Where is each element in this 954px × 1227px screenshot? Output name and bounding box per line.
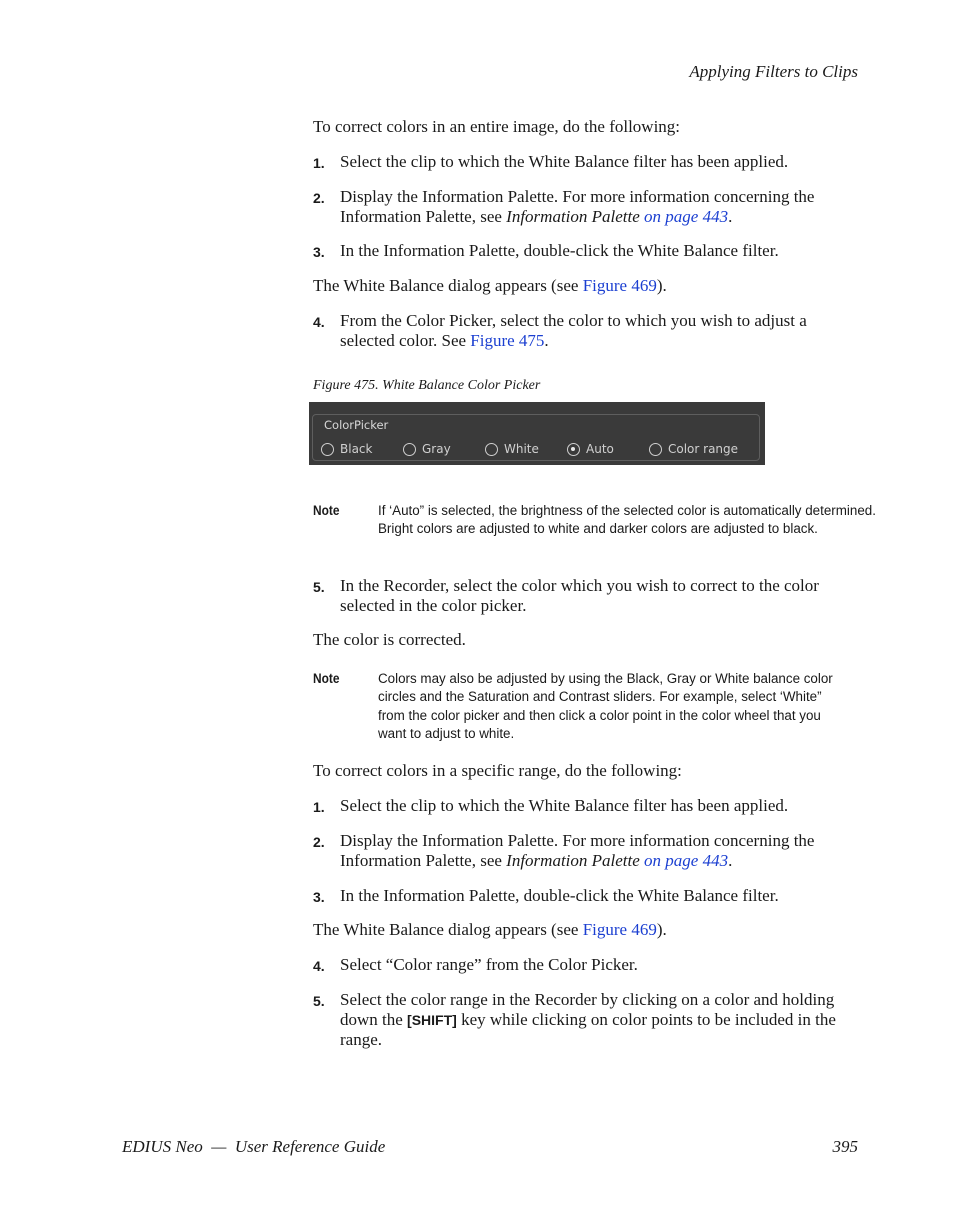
note-text: If ‘Auto” is selected, the brightness of the selected color is automatically determined. Bright colors are adjusted to white and darker colors are adjusted to black.	[378, 503, 876, 537]
step-3	[313, 241, 858, 261]
radio-black[interactable]: Black	[321, 442, 372, 456]
radio-auto[interactable]: Auto	[567, 442, 614, 456]
step-number: 4.	[313, 958, 325, 974]
radio-color-range[interactable]: Color range	[649, 442, 738, 456]
radio-circle-icon	[649, 443, 662, 456]
radio-circle-icon	[403, 443, 416, 456]
step-number: 5.	[313, 993, 325, 1009]
step-4	[313, 311, 858, 351]
step-text: Select “Color range” from the Color Picker.	[340, 955, 638, 974]
running-header: Applying Filters to Clips	[689, 62, 858, 81]
step-2	[313, 187, 858, 227]
step-text: Select the color range in the Recorder by clicking on a color and holding down the [SHIFT] key while clicking on color points to be included in the range.	[340, 990, 836, 1049]
radio-circle-icon	[321, 443, 334, 456]
page-link[interactable]: on page 443	[644, 851, 729, 870]
intro-paragraph: To correct colors in an entire image, do the following:	[313, 117, 681, 136]
reference-title: Information Palette	[506, 207, 640, 226]
step-1	[313, 796, 858, 816]
intro-paragraph: To correct colors in a specific range, do the following:	[313, 761, 682, 780]
step-text: Display the Information Palette. For more information concerning the Information Palette, see Information Palette on page 443.	[340, 187, 815, 226]
note-block	[313, 502, 876, 539]
step-number: 1.	[313, 155, 325, 171]
step-text: Display the Information Palette. For more information concerning the Information Palette, see Information Palette on page 443.	[340, 831, 815, 870]
key-label: [SHIFT]	[407, 1012, 457, 1028]
step-number: 5.	[313, 579, 325, 595]
step-3	[313, 886, 858, 906]
step-text: Select the clip to which the White Balance filter has been applied.	[340, 796, 789, 815]
figure-link[interactable]: Figure 469	[582, 276, 657, 295]
page-link[interactable]: on page 443	[644, 207, 729, 226]
color-picker-panel	[309, 402, 765, 465]
dialog-appears-paragraph: The White Balance dialog appears (see Figure 469).	[313, 276, 667, 295]
step-5	[313, 990, 858, 1050]
step-number: 3.	[313, 889, 325, 905]
step-text: In the Recorder, select the color which you wish to correct to the color selected in the color picker.	[340, 576, 819, 615]
color-picker-group	[312, 414, 760, 461]
radio-circle-icon	[485, 443, 498, 456]
dialog-appears-paragraph: The White Balance dialog appears (see Figure 469).	[313, 920, 667, 939]
reference-title: Information Palette	[506, 851, 640, 870]
step-4	[313, 955, 858, 975]
step-number: 2.	[313, 834, 325, 850]
radio-white[interactable]: White	[485, 442, 539, 456]
step-number: 2.	[313, 190, 325, 206]
step-5	[313, 576, 858, 616]
note-label: Note	[313, 670, 340, 686]
step-text: In the Information Palette, double-click the White Balance filter.	[340, 241, 779, 260]
step-number: 1.	[313, 799, 325, 815]
radio-selected-icon	[567, 443, 580, 456]
figure-caption: Figure 475. White Balance Color Picker	[313, 378, 541, 393]
footer-page-number: 395	[832, 1137, 858, 1156]
step-text: Select the clip to which the White Balance filter has been applied.	[340, 152, 789, 171]
step-text: From the Color Picker, select the color to which you wish to adjust a selected color. See Figure 475.	[340, 311, 807, 350]
step-2	[313, 831, 858, 871]
result-paragraph: The color is corrected.	[313, 630, 466, 649]
note-text: Colors may also be adjusted by using the Black, Gray or White balance color circles and the Saturation and Contrast sliders. For example, select ‘White” from the color picker and then click a color point in the color wheel that you want to adjust to white.	[378, 671, 833, 741]
step-number: 4.	[313, 314, 325, 330]
radio-gray[interactable]: Gray	[403, 442, 451, 456]
note-label: Note	[313, 502, 340, 518]
figure-link[interactable]: Figure 469	[582, 920, 657, 939]
step-1	[313, 152, 858, 172]
note-block	[313, 670, 858, 743]
step-number: 3.	[313, 244, 325, 260]
footer-guide-title: EDIUS Neo — User Reference Guide	[122, 1137, 386, 1156]
group-label: ColorPicker	[324, 418, 389, 432]
figure-link[interactable]: Figure 475	[470, 331, 545, 350]
step-text: In the Information Palette, double-click the White Balance filter.	[340, 886, 779, 905]
